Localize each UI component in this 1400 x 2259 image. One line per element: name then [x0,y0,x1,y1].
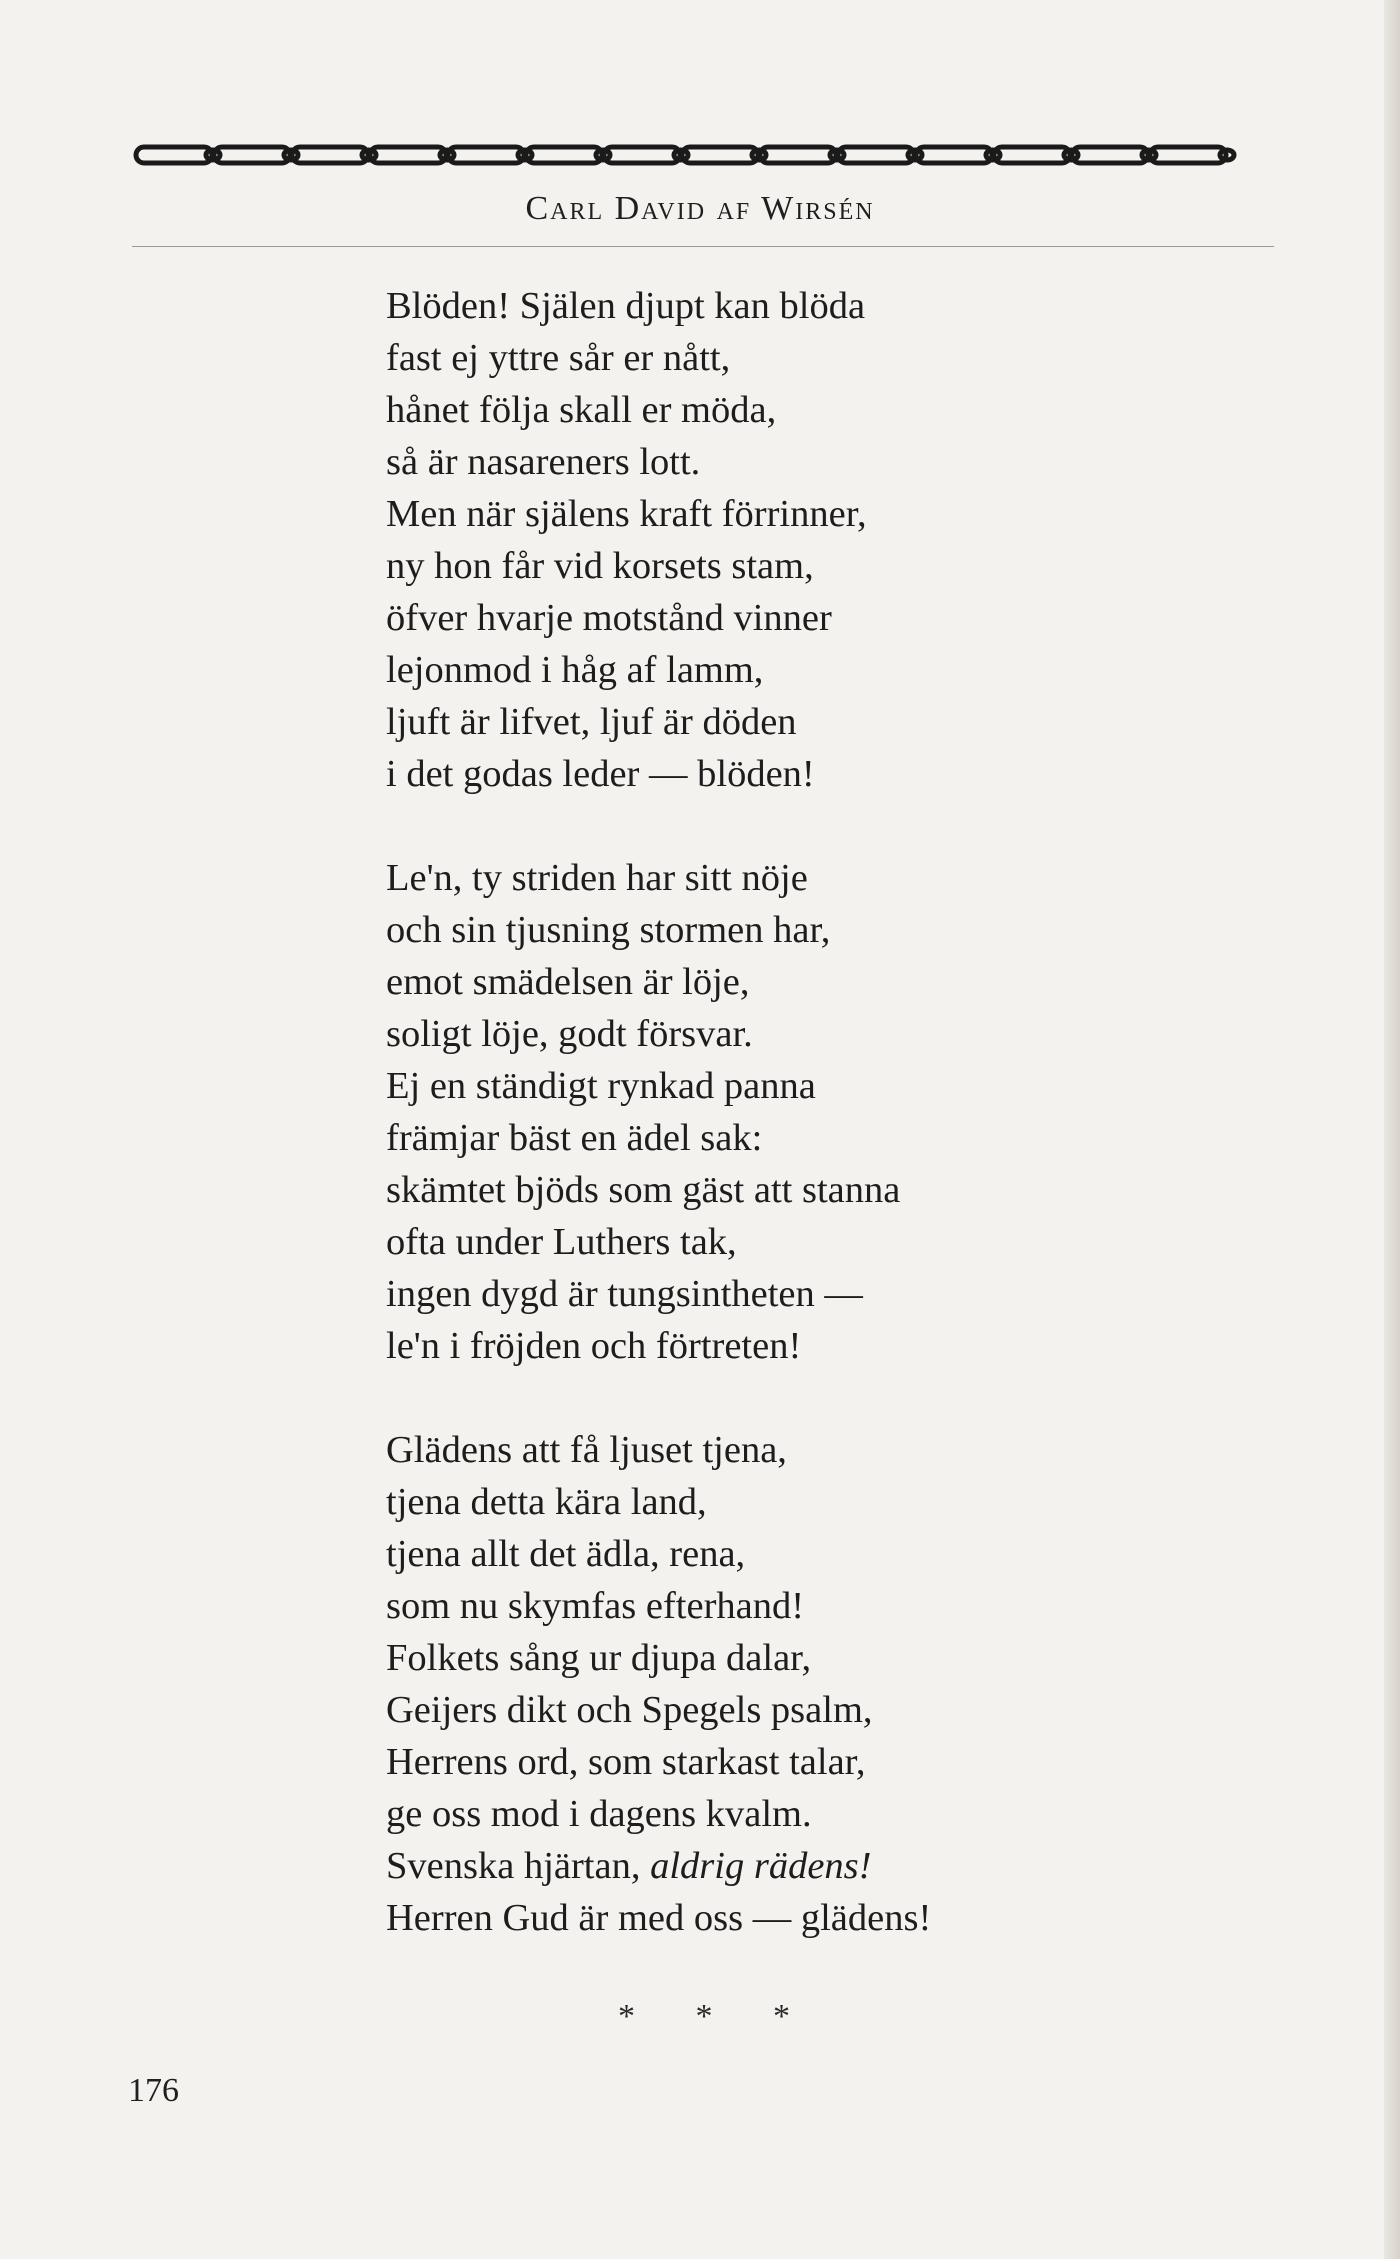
verse-line: Ej en ständigt rynkad panna [386,1065,816,1107]
verse-line: Herren Gud är med oss — glädens! [386,1897,932,1939]
chain-link [448,147,524,163]
section-separator-asterisks: * * * [618,1998,816,2035]
chain-link [994,147,1070,163]
header-rule [132,246,1274,247]
verse-line: hånet följa skall er möda, [386,389,777,431]
verse-roman-part: Svenska hjärtan, [386,1845,651,1887]
verse-line: ljuft är lifvet, ljuf är döden [386,701,797,743]
verse-line: öfver hvarje motstånd vinner [386,597,832,639]
chain-link [916,147,992,163]
verse-line: Le'n, ty striden har sitt nöje [386,857,808,899]
verse-line: ge oss mod i dagens kvalm. [386,1793,812,1835]
verse-line: som nu skymfas efterhand! [386,1585,805,1627]
chain-link [1150,147,1226,163]
verse-line: och sin tjusning stormen har, [386,909,831,951]
verse-line: i det godas leder — blöden! [386,753,815,795]
verse-line: ny hon får vid korsets stam, [386,545,814,587]
verse-line: lejonmod i håg af lamm, [386,649,764,691]
poem-text [386,280,1146,1944]
verse-line-with-italic [386,1840,1146,1892]
chain-link [526,147,602,163]
running-head-author: Carl David af Wirsén [525,190,875,227]
chain-link [760,147,836,163]
verse-line: tjena allt det ädla, rena, [386,1533,746,1575]
chain-link [292,147,368,163]
verse-line: Blöden! Själen djupt kan blöda [386,285,866,327]
chain-link [682,147,758,163]
verse-line: ofta under Luthers tak, [386,1221,737,1263]
verse-line: tjena detta kära land, [386,1481,707,1523]
verse-line: så är nasareners lott. [386,441,701,483]
stanza-3 [386,1424,1146,1944]
verse-line: Folkets sång ur djupa dalar, [386,1637,812,1679]
verse-line: soligt löje, godt försvar. [386,1013,753,1055]
verse-line: emot smädelsen är löje, [386,961,750,1003]
chain-link [214,147,290,163]
chain-link [838,147,914,163]
verse-line: ingen dygd är tungsintheten — [386,1273,863,1315]
chain-link [136,147,212,163]
page-edge [1384,0,1400,2259]
verse-italic-part: aldrig rädens! [650,1845,872,1887]
stanza-2 [386,852,1146,1372]
chain-ornament-border [132,138,1274,172]
chain-link [1072,147,1148,163]
verse-line: Herrens ord, som starkast talar, [386,1741,866,1783]
verse-line: Men när själens kraft förrinner, [386,493,867,535]
stanza-1 [386,280,1146,800]
chain-link [370,147,446,163]
verse-line: le'n i fröjden och förtreten! [386,1325,802,1367]
verse-line: främjar bäst en ädel sak: [386,1117,763,1159]
verse-line: Glädens att få ljuset tjena, [386,1429,787,1471]
chain-link [604,147,680,163]
verse-line: Geijers dikt och Spegels psalm, [386,1689,873,1731]
verse-line: skämtet bjöds som gäst att stanna [386,1169,901,1211]
verse-line: fast ej yttre sår er nått, [386,337,731,379]
page-number: 176 [128,2072,179,2109]
